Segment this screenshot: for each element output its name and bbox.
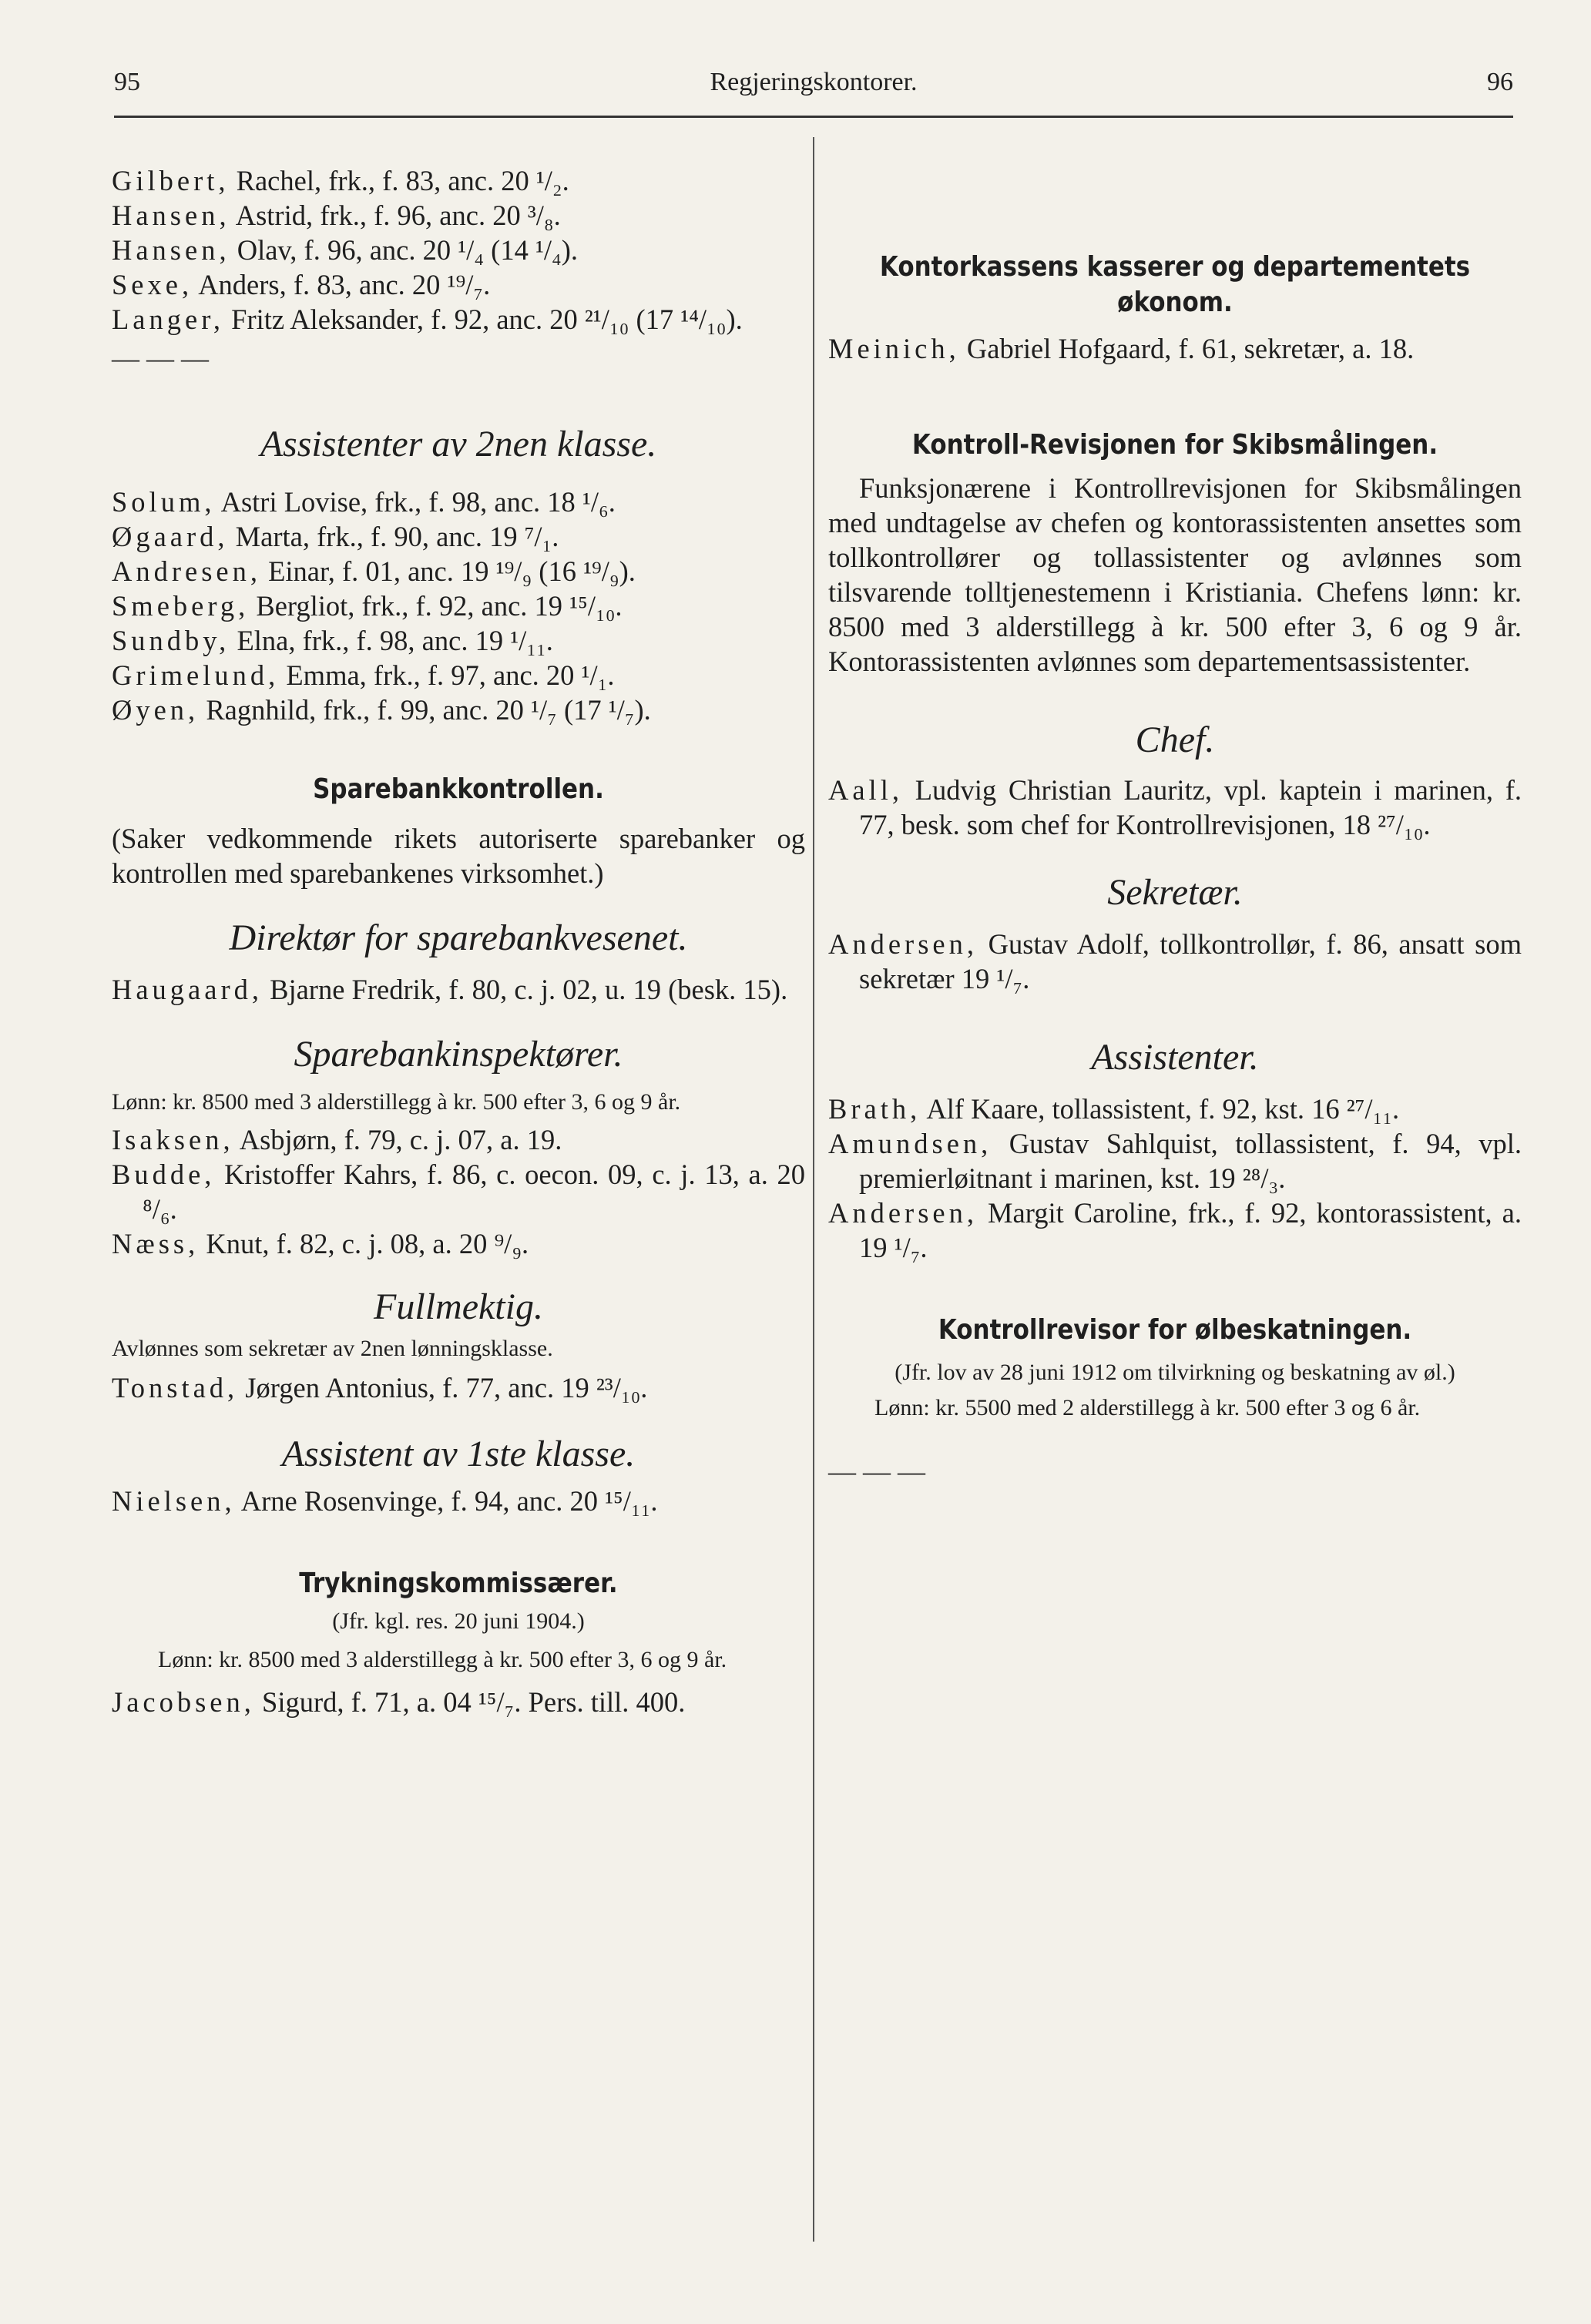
heading-sekretaer: Sekretær.: [1107, 872, 1243, 913]
person-surname: Solum,: [112, 486, 216, 518]
list-inspektorer: [112, 1122, 805, 1261]
revisor-salary-note: Lønn: kr. 5500 med 2 alderstillegg à kr. 500 efter 3 og 6 år.: [874, 1395, 1421, 1420]
person-surname: Grimelund,: [112, 659, 280, 691]
list-assistenter-2nen: [112, 485, 805, 727]
column-divider: [813, 137, 814, 2242]
list-assistent-1ste: [112, 1484, 805, 1518]
person-details: Knut, f. 82, c. j. 08, a. 20 ⁹/₉.: [199, 1228, 529, 1259]
separator-dashes-end: — — —: [828, 1456, 925, 1487]
revisor-reference: (Jfr. lov av 28 juni 1912 om tilvirkning og beskatning av øl.): [895, 1360, 1455, 1385]
person-surname: Gilbert,: [112, 165, 230, 196]
person-details: Kristoffer Kahrs, f. 86, c. oecon. 09, c. j. 13, a. 20 ⁸/₆.: [143, 1159, 805, 1225]
person-details: Anders, f. 83, anc. 20 ¹⁹/₇.: [193, 269, 491, 300]
list-item: [112, 163, 805, 198]
person-surname: Øgaard,: [112, 521, 229, 552]
heading-chef: Chef.: [1135, 719, 1215, 760]
person-details: Sigurd, f. 71, a. 04 ¹⁵/₇. Pers. till. 400.: [254, 1686, 686, 1718]
person-details: Margit Caroline, frk., f. 92, kontorassistent, a. 19 ¹/₇.: [859, 1197, 1522, 1263]
person-details: Astrid, frk., f. 96, anc. 20 ³/₈.: [230, 200, 561, 231]
person-surname: Haugaard,: [112, 974, 263, 1005]
person-details: Fritz Aleksander, f. 92, anc. 20 ²¹/₁₀ (17 ¹⁴/₁₀).: [224, 303, 743, 335]
list-fullmektig: [112, 1370, 805, 1405]
heading-inspektorer: Sparebankinspektører.: [294, 1034, 623, 1075]
inspektor-salary-note: Lønn: kr. 8500 med 3 alderstillegg à kr. 500 efter 3, 6 og 9 år.: [112, 1089, 681, 1115]
list-item: [112, 233, 805, 267]
list-item: [112, 623, 805, 658]
running-title: Regjeringskontorer.: [710, 68, 918, 96]
heading-trykningskommissaerer: Trykningskommissærer.: [299, 1568, 618, 1599]
person-surname: Aall,: [828, 774, 903, 806]
header-rule: [114, 116, 1513, 118]
person-surname: Øyen,: [112, 694, 200, 726]
person-details: Bjarne Fredrik, f. 80, c. j. 02, u. 19 (besk. 15).: [263, 974, 788, 1005]
list-item: [112, 1370, 805, 1405]
list-item: [828, 331, 1522, 366]
person-details: Jørgen Antonius, f. 77, anc. 19 ²³/₁₀.: [238, 1372, 648, 1403]
person-surname: Hansen,: [112, 234, 230, 266]
person-surname: Andersen,: [828, 1197, 978, 1229]
list-item: [112, 693, 805, 727]
list-kasserer: [828, 331, 1522, 366]
person-surname: Andresen,: [112, 555, 261, 587]
heading-assistent-1ste: Assistent av 1ste klasse.: [281, 1434, 636, 1474]
list-item: [112, 198, 805, 233]
person-details: Einar, f. 01, anc. 19 ¹⁹/₉ (16 ¹⁹/₉).: [261, 555, 636, 587]
heading-sparebankkontrollen: Sparebankkontrollen.: [313, 773, 604, 805]
list-item: [112, 589, 805, 623]
heading-kontorkassens-kasserer: Kontorkassens kasserer og departementets økonom.: [879, 251, 1471, 318]
person-surname: Hansen,: [112, 200, 230, 231]
sparebank-note: (Saker vedkommende rikets autoriserte sparebanker og kontrollen med sparebankenes virksomhet.): [112, 823, 805, 889]
person-surname: Sundby,: [112, 625, 230, 656]
person-details: Olav, f. 96, anc. 20 ¹/₄ (14 ¹/₄).: [230, 234, 579, 266]
person-details: Marta, frk., f. 90, anc. 19 ⁷/₁.: [228, 521, 559, 552]
list-assistenter: [828, 1092, 1522, 1265]
person-surname: Jacobsen,: [112, 1686, 255, 1718]
list-staff: [112, 163, 805, 337]
list-sekretaer: [828, 927, 1522, 996]
list-item: [112, 302, 805, 337]
list-item: [112, 1685, 805, 1719]
heading-kontroll-revisjonen: Kontroll-Revisjonen for Skibsmålingen.: [911, 429, 1438, 461]
list-item: [828, 773, 1522, 842]
heading-assistenter-2nen: Assistenter av 2nen klasse.: [260, 424, 657, 464]
list-item: [112, 485, 805, 519]
person-surname: Isaksen,: [112, 1124, 234, 1155]
list-item: [112, 1122, 805, 1157]
kontroll-description: Funksjonærene i Kontrollrevisjonen for Skibsmålingen med undtagelse av chefen og kontorassistenten ansettes som tollkontrollører og tollassistenter og avlønnes som tilsvarende tolltjenestemenn i Kristiania. Chefens lønn: kr. 8500 med 3 alderstillegg à kr. 500 efter 3, 6 og 9 år. Kontorassistenten avlønnes som departementsassistenter.: [828, 472, 1522, 677]
person-surname: Meinich,: [828, 333, 960, 364]
list-item: [112, 1157, 805, 1226]
page-header: [114, 68, 1513, 106]
person-details: Gustav Sahlquist, tollassistent, f. 94, vpl. premierløitnant i marinen, kst. 19 ²⁸/₃.: [859, 1128, 1522, 1194]
person-details: Elna, frk., f. 98, anc. 19 ¹/₁₁.: [230, 625, 553, 656]
person-details: Emma, frk., f. 97, anc. 20 ¹/₁.: [279, 659, 615, 691]
page-number-left: 95: [114, 68, 140, 96]
person-details: Ludvig Christian Lauritz, vpl. kaptein i marinen, f. 77, besk. som chef for Kontrollrevisjonen, 18 ²⁷/₁₀.: [859, 774, 1522, 840]
fullmektig-note: Avlønnes som sekretær av 2nen lønningsklasse.: [112, 1336, 553, 1361]
list-item: [112, 658, 805, 693]
list-item: [828, 1092, 1522, 1126]
person-surname: Næss,: [112, 1228, 200, 1259]
person-details: Gabriel Hofgaard, f. 61, sekretær, a. 18.: [959, 333, 1415, 364]
list-item: [112, 267, 805, 302]
person-details: Ragnhild, frk., f. 99, anc. 20 ¹/₇ (17 ¹/₇).: [199, 694, 651, 726]
list-direktor: [112, 972, 805, 1007]
list-chef: [828, 773, 1522, 842]
list-item: [112, 1484, 805, 1518]
heading-kontrollrevisor: Kontrollrevisor for ølbeskatningen.: [938, 1314, 1412, 1346]
right-column: [828, 163, 1522, 1490]
person-surname: Tonstad,: [112, 1372, 239, 1403]
person-surname: Budde,: [112, 1159, 216, 1190]
person-details: Astri Lovise, frk., f. 98, anc. 18 ¹/₆.: [215, 486, 616, 518]
person-surname: Amundsen,: [828, 1128, 992, 1159]
person-details: Arne Rosenvinge, f. 94, anc. 20 ¹⁵/₁₁.: [235, 1485, 658, 1517]
heading-fullmektig: Fullmektig.: [374, 1286, 543, 1327]
page-number-right: 96: [1487, 68, 1513, 96]
person-surname: Andersen,: [828, 928, 978, 960]
left-column: [112, 163, 805, 1719]
person-details: Alf Kaare, tollassistent, f. 92, kst. 16 ²⁷/₁₁.: [921, 1093, 1400, 1125]
person-surname: Brath,: [828, 1093, 921, 1125]
list-item: [112, 972, 805, 1007]
list-item: [112, 519, 805, 554]
trykn-salary-note: Lønn: kr. 8500 med 3 alderstillegg à kr. 500 efter 3, 6 og 9 år.: [158, 1647, 727, 1672]
separator-dashes: — — —: [112, 343, 209, 374]
trykn-reference: (Jfr. kgl. res. 20 juni 1904.): [332, 1608, 585, 1634]
list-item: [828, 927, 1522, 996]
person-details: Rachel, frk., f. 83, anc. 20 ¹/₂.: [229, 165, 569, 196]
person-surname: Langer,: [112, 303, 225, 335]
list-item: [828, 1196, 1522, 1265]
person-surname: Sexe,: [112, 269, 193, 300]
person-surname: Nielsen,: [112, 1485, 236, 1517]
heading-assistenter: Assistenter.: [1091, 1037, 1259, 1078]
list-trykningskommissaerer: [112, 1685, 805, 1719]
person-surname: Smeberg,: [112, 590, 250, 622]
person-details: Asbjørn, f. 79, c. j. 07, a. 19.: [233, 1124, 562, 1155]
heading-direktor: Direktør for sparebankvesenet.: [229, 917, 688, 958]
list-item: [112, 1226, 805, 1261]
list-item: [112, 554, 805, 589]
list-item: [828, 1126, 1522, 1196]
person-details: Gustav Adolf, tollkontrollør, f. 86, ansatt som sekretær 19 ¹/₇.: [859, 928, 1522, 994]
person-details: Bergliot, frk., f. 92, anc. 19 ¹⁵/₁₀.: [249, 590, 623, 622]
